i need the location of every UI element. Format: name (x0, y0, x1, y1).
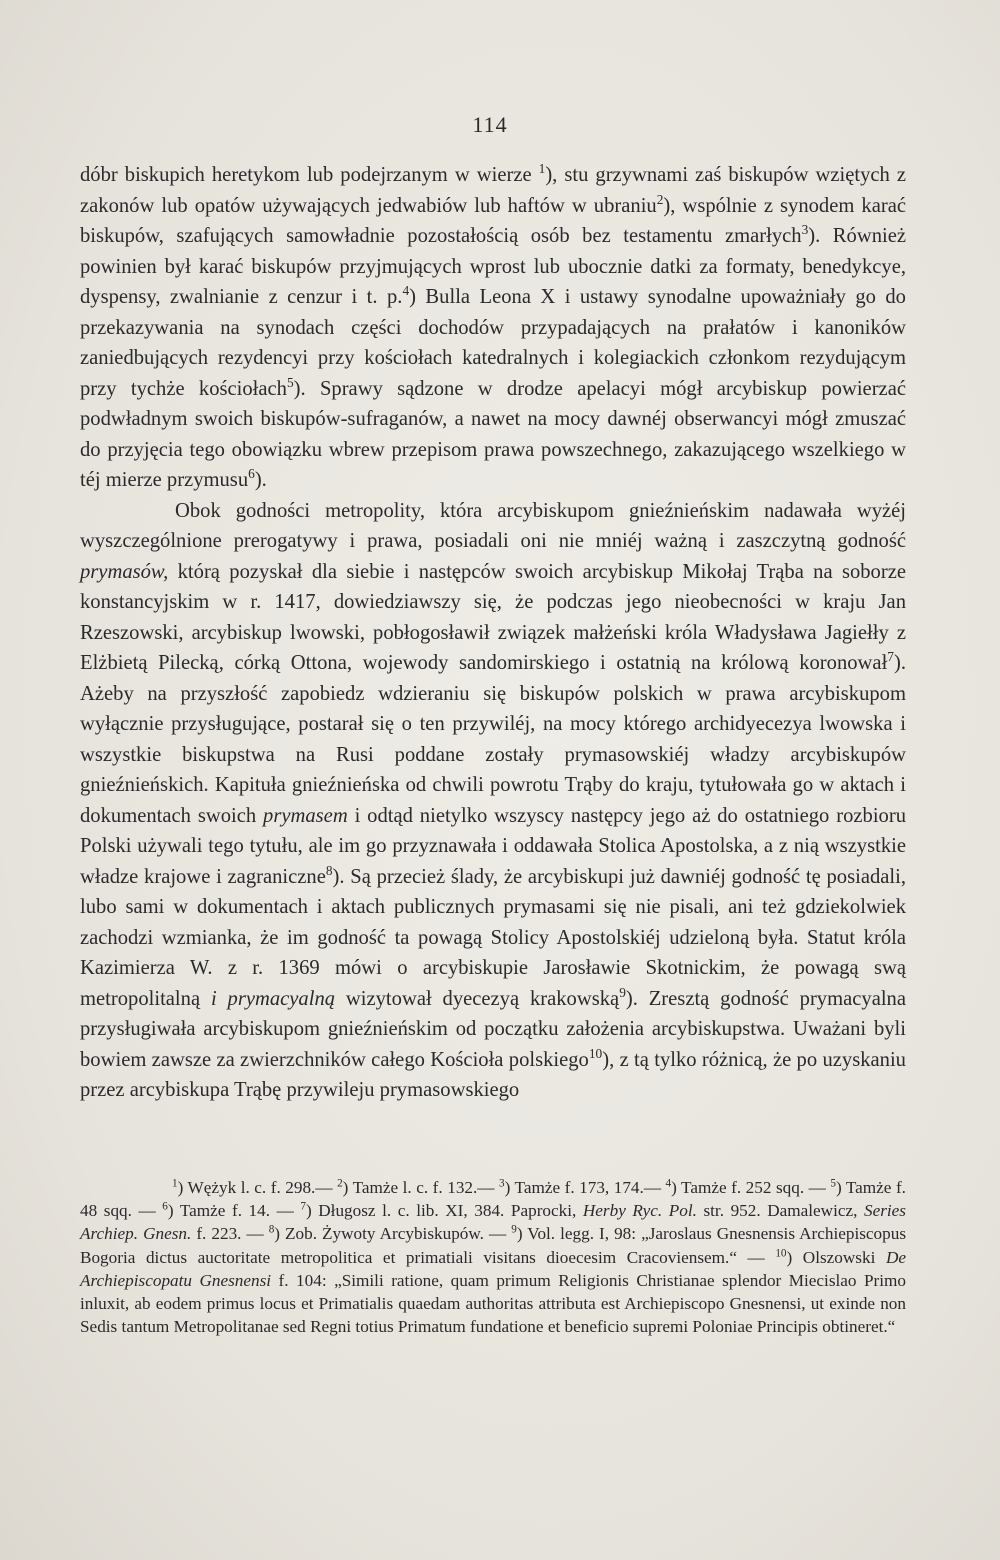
text-run: ). Sprawy sądzone w drodze apelacyi mógł arcybiskup powierzać podwładnym swoich biskupów-sufraganów, a nawet na mocy dawnéj obserwancyi mógł zmuszać do przyjęcia tego obowiązku wbrew przepisom prawa powszechnego, zakazującego wszelkiego w téj mierze przymusu (80, 377, 906, 491)
footnote-italic: Series Archiep. Gnesn. (80, 1201, 906, 1244)
footnote-text: ) Wężyk l. c. f. 298.— (177, 1178, 338, 1197)
footnote-text: ) Tamże f. 48 sqq. — (80, 1178, 906, 1221)
text-run: wizytował dyecezyą krakowską (335, 987, 620, 1010)
footnote-marker: 5 (830, 1177, 836, 1190)
italic-run: prymasem (263, 804, 348, 827)
text-run: ). Ażeby na przyszłość zapobiedz wdzieraniu się biskupów polskich w prawa arcybiskupom wyłącznie przysługujące, postarał się o ten przywiléj, na mocy którego archidyecezya lwowska i wszystkie biskupstwa na Rusi poddane zostały prymasowskiéj władzy arcybiskupów gnieźnieńskich. Kapituła gnieźnieńska od chwili powrotu Trąby do kraju, tytułowała go w aktach i dokumentach swoich (80, 652, 906, 827)
text-run: ). Są przecież ślady, że arcybiskupi już dawniéj godność tę posiadali, lubo sami w dokumentach i aktach publicznych prymasami się nie pisali, ani też gdziekolwiek zachodzi wzmianka, że im godność ta powagą Stolicy Apostolskiéj udzieloną była. Statut króla Kazimierza W. z r. 1369 mówi o arcybiskupie Jarosławie Skotnickim, że powagą swą metropolitalną (80, 865, 906, 1010)
text-run: dóbr biskupich heretykom lub podejrzanym w wierze (80, 164, 539, 186)
italic-run: prymasów, (80, 560, 169, 583)
text-run: którą pozyskał dla siebie i następców swoich arcybiskup Mikołaj Trąba na soborze konstancyjskim w r. 1417, dowiedziawszy się, że podczas jego nieobecności w kraju Jan Rzeszowski, arcybiskup lwowski, pobłogosławił związek małżeński króla Władysława Jagiełły z Elżbietą Pilecką, córką Ottona, wojewody sandomirskiego i ostatnią na królową koronował (80, 560, 906, 674)
footnote-ref[interactable]: 3 (801, 222, 809, 238)
footnote-text: ) Zob. Żywoty Arcybiskupów. — (274, 1224, 512, 1244)
text-run: ), z tą tylko różnicą, że po uzyskaniu przez arcybiskupa Trąbę przywileju prymasowskiego (80, 1048, 906, 1101)
text-run: ). (254, 469, 267, 491)
footnote-ref[interactable]: 9 (619, 984, 626, 1000)
text-run: ), wspólnie z synodem karać biskupów, szafujących samowładnie pozostałością osób bez testamentu zmarłych (80, 194, 907, 247)
footnote-marker: 9 (511, 1223, 517, 1236)
footnote-marker: 7 (300, 1200, 306, 1213)
paragraph-2 (80, 496, 906, 1106)
footnote-marker: 4 (665, 1177, 672, 1190)
paragraph-1 (80, 160, 906, 496)
text-run: Obok godności metropolity, która arcybiskupom gnieźnieńskim nadawała wyżéj wyszczególnione prerogatywy i prawa, posiadali oni nie mniéj ważną i zaszczytną godność (80, 499, 906, 552)
footnote-ref[interactable]: 10 (588, 1045, 603, 1061)
footnote-marker: 10 (775, 1246, 787, 1259)
footnote-text: str. 952. Damalewicz, (696, 1201, 864, 1221)
footnote-text: f. 104: „Simili ratione, quam primum Religionis Christianae splendor Miecislao Primo inluxit, ab eodem primus locus et Primatialis quaedam authoritas attributa est Archiepiscopo Gnesnensi, ut exinde non Sedis tantum Metropolitanae sed Regni totius Primatum fundatione et beneficio supremi Poloniae Principis obtineret.“ (80, 1270, 906, 1337)
footnote-ref[interactable]: 6 (248, 466, 255, 482)
footnotes (80, 1176, 906, 1338)
text-run: ). Również powinien był karać biskupów przyjmujących wprost lub ubocznie datki za formaty, benedykcye, dyspensy, zwalnianie z cenzur i t. p. (80, 225, 907, 308)
footnote-text: ) Tamże f. 173, 174.— (504, 1178, 666, 1197)
footnote-text: ) Długosz l. c. lib. XI, 384. Paprocki, (305, 1201, 583, 1221)
text-run: ), stu grzywnami zaś biskupów wziętych z zakonów lub opatów używających jedwabiów lub haftów w ubraniu (80, 164, 906, 217)
footnote-marker: 2 (337, 1177, 343, 1190)
footnote-ref[interactable]: 2 (656, 191, 664, 207)
footnote-ref[interactable]: 1 (538, 161, 546, 177)
footnote-italic: De Archiepiscopatu Gnesnensi (80, 1247, 906, 1290)
footnote-text: ) Vol. legg. I, 98: „Jaroslaus Gnesnensis Archiepiscopus Bogoria dictus auctoritate metropolitica et primatiali visitans dioecesim Cracoviensem.“ — (80, 1224, 907, 1267)
italic-run: i prymacyalną (210, 987, 336, 1010)
footnote-text: ) Tamże f. 14. — (167, 1201, 301, 1221)
footnote-marker: 6 (162, 1200, 168, 1213)
footnote-marker: 1 (172, 1177, 178, 1190)
footnote-ref[interactable]: 4 (402, 283, 410, 299)
footnote-marker: 8 (268, 1223, 275, 1236)
footnote-text: f. 223. — (191, 1224, 269, 1244)
footnote-ref[interactable]: 7 (887, 649, 894, 665)
footnote-ref[interactable]: 5 (286, 374, 294, 390)
main-text (80, 160, 906, 1106)
footnote-marker: 3 (499, 1177, 505, 1190)
text-run: ) Bulla Leona X i ustawy synodalne upoważniały go do przekazywania na synodach części dochodów przypadających na prałatów i kanoników zaniedbujących rezydencyi przy kościołach katedralnych i kolegiackich członkom rezydującym przy tychże kościołach (80, 286, 906, 400)
text-run: ). Zresztą godność prymacyalna przysługiwała arcybiskupom gnieźnieńskim od początku założenia arcybiskupstwa. Uważani byli bowiem zawsze za zwierzchników całego Kościoła polskiego (80, 987, 906, 1071)
footnote-ref[interactable]: 8 (325, 862, 333, 878)
footnote-block (80, 1176, 906, 1338)
footnote-text: ) Tamże l. c. f. 132.— (342, 1178, 500, 1197)
footnote-text: ) Tamże f. 252 sqq. — (671, 1178, 831, 1197)
footnote-italic: Herby Ryc. Pol. (582, 1201, 697, 1221)
text-run: i odtąd nietylko wszyscy następcy jego aż do ostatniego rozbioru Polski używali tego tytułu, ale im go przyznawała i oddawała Stolica Apostolska, a z nią wszystkie władze krajowe i zagraniczne (80, 804, 906, 888)
footnote-text: ) Olszowski (786, 1247, 886, 1267)
page-number: 114 (472, 112, 508, 137)
